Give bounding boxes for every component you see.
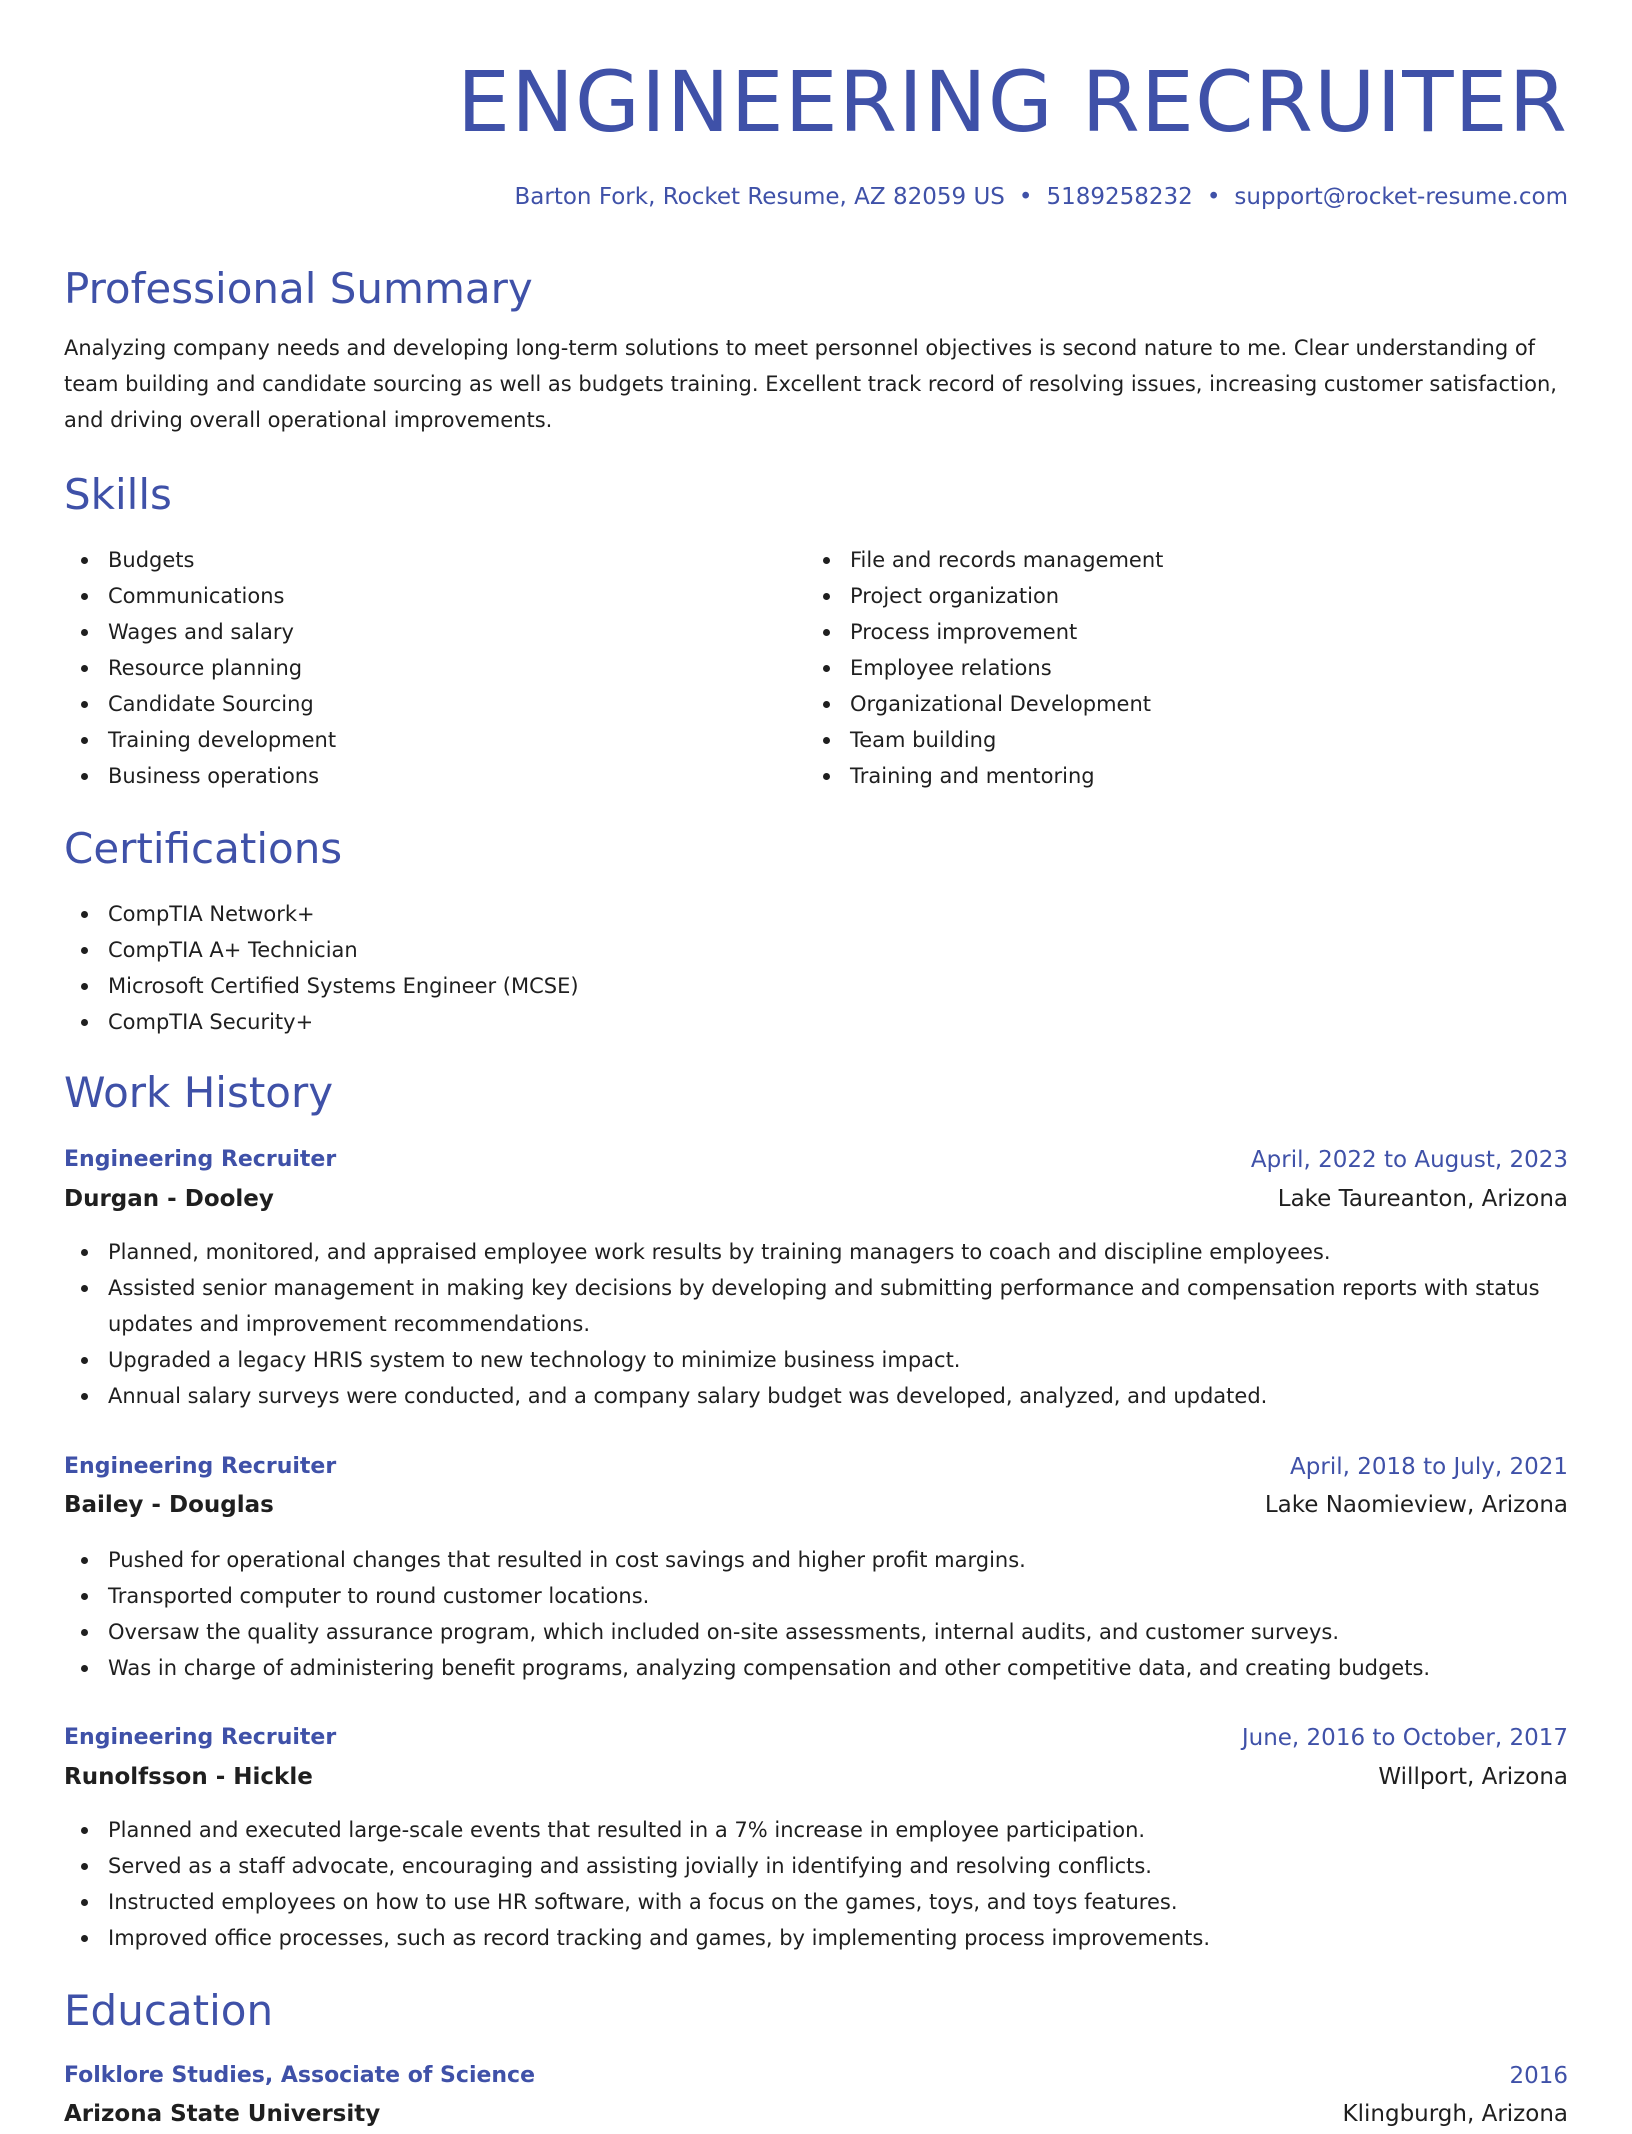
certification-item: Microsoft Certified Systems Engineer (MCSE) (108, 968, 1568, 1004)
education-degree: Folklore Studies, Associate of Science (64, 2063, 536, 2088)
job-bullet: Improved office processes, such as record tracking and games, by implementing process improvements. (108, 1920, 1568, 1956)
education-school-row (64, 2094, 1568, 2134)
job-bullets (64, 1812, 1568, 1956)
contact-line (515, 180, 1568, 214)
education-header-row (64, 2056, 1568, 2096)
section-title-skills: Skills (64, 470, 172, 519)
job-dates: June, 2016 to October, 2017 (1241, 1725, 1568, 1751)
job-bullet: Assisted senior management in making key decisions by developing and submitting performance and compensation reports with status updates and improvement recommendations. (108, 1270, 1568, 1342)
contact-address: Barton Fork, Rocket Resume, AZ 82059 US (514, 184, 1005, 210)
skill-item: Candidate Sourcing (108, 686, 808, 722)
job-title: Engineering Recruiter (64, 1454, 337, 1479)
job-bullet: Annual salary surveys were conducted, and a company salary budget was developed, analyzed, and updated. (108, 1378, 1568, 1414)
job-bullet: Was in charge of administering benefit programs, analyzing compensation and other competitive data, and creating budgets. (108, 1650, 1568, 1686)
skill-item: Communications (108, 578, 808, 614)
job-header-row (64, 1447, 1568, 1487)
job-header-row (64, 1718, 1568, 1758)
job-company-row (64, 1179, 1568, 1219)
certification-item: CompTIA Network+ (108, 896, 1568, 932)
job-dates: April, 2018 to July, 2021 (1290, 1454, 1568, 1480)
job-company: Bailey - Douglas (64, 1492, 274, 1518)
contact-phone: 5189258232 (1046, 184, 1193, 210)
job-company: Runolfsson - Hickle (64, 1764, 313, 1790)
job-bullet: Upgraded a legacy HRIS system to new technology to minimize business impact. (108, 1342, 1568, 1378)
resume-title: ENGINEERING RECRUITER (457, 53, 1568, 151)
skill-item: Process improvement (850, 614, 1550, 650)
skill-item: Business operations (108, 758, 808, 794)
certifications-list (64, 896, 1568, 1040)
job-company: Durgan - Dooley (64, 1186, 274, 1212)
job-dates: April, 2022 to August, 2023 (1250, 1147, 1568, 1173)
job-location: Lake Naomieview, Arizona (1264, 1492, 1568, 1518)
job-location: Willport, Arizona (1378, 1764, 1568, 1790)
job-company-row (64, 1757, 1568, 1797)
section-title-education: Education (64, 1986, 274, 2035)
education-year: 2016 (1509, 2063, 1568, 2089)
skill-item: Training development (108, 722, 808, 758)
job-bullet: Planned, monitored, and appraised employee work results by training managers to coach and discipline employees. (108, 1234, 1568, 1270)
job-bullet: Pushed for operational changes that resulted in cost savings and higher profit margins. (108, 1542, 1568, 1578)
section-title-certifications: Certifications (64, 824, 343, 873)
job-bullets (64, 1234, 1568, 1414)
skill-item: Training and mentoring (850, 758, 1550, 794)
certification-item: CompTIA Security+ (108, 1004, 1568, 1040)
job-bullet: Planned and executed large-scale events that resulted in a 7% increase in employee participation. (108, 1812, 1568, 1848)
skill-item: Wages and salary (108, 614, 808, 650)
job-bullet: Served as a staff advocate, encouraging and assisting jovially in identifying and resolving conflicts. (108, 1848, 1568, 1884)
job-bullets (64, 1542, 1568, 1686)
job-title: Engineering Recruiter (64, 1725, 337, 1750)
skill-item: Team building (850, 722, 1550, 758)
skill-item: Organizational Development (850, 686, 1550, 722)
job-header-row (64, 1140, 1568, 1180)
job-bullet: Transported computer to round customer locations. (108, 1578, 1568, 1614)
skills-list-left (64, 542, 808, 794)
contact-separator: • (1206, 184, 1221, 210)
skill-item: Resource planning (108, 650, 808, 686)
skills-list-right (806, 542, 1550, 794)
job-bullet: Instructed employees on how to use HR software, with a focus on the games, toys, and toys features. (108, 1884, 1568, 1920)
summary-text: Analyzing company needs and developing long-term solutions to meet personnel objectives is second nature to me. Clear understanding of team building and candidate sourcing as well as budgets training. Excellent track record of resolving issues, increasing customer satisfaction, and driving overall operational improvements. (64, 336, 1557, 432)
job-title: Engineering Recruiter (64, 1147, 337, 1172)
job-bullet: Oversaw the quality assurance program, which included on-site assessments, internal audits, and customer surveys. (108, 1614, 1568, 1650)
contact-email: support@rocket-resume.com (1234, 184, 1568, 210)
skill-item: Project organization (850, 578, 1550, 614)
skill-item: File and records management (850, 542, 1550, 578)
section-title-work-history: Work History (64, 1068, 334, 1117)
section-title-summary: Professional Summary (64, 264, 533, 313)
contact-separator: • (1018, 184, 1033, 210)
job-location: Lake Taureanton, Arizona (1277, 1186, 1568, 1212)
certification-item: CompTIA A+ Technician (108, 932, 1568, 968)
skill-item: Budgets (108, 542, 808, 578)
education-school: Arizona State University (64, 2101, 381, 2127)
skill-item: Employee relations (850, 650, 1550, 686)
job-company-row (64, 1485, 1568, 1525)
education-location: Klingburgh, Arizona (1342, 2101, 1568, 2127)
